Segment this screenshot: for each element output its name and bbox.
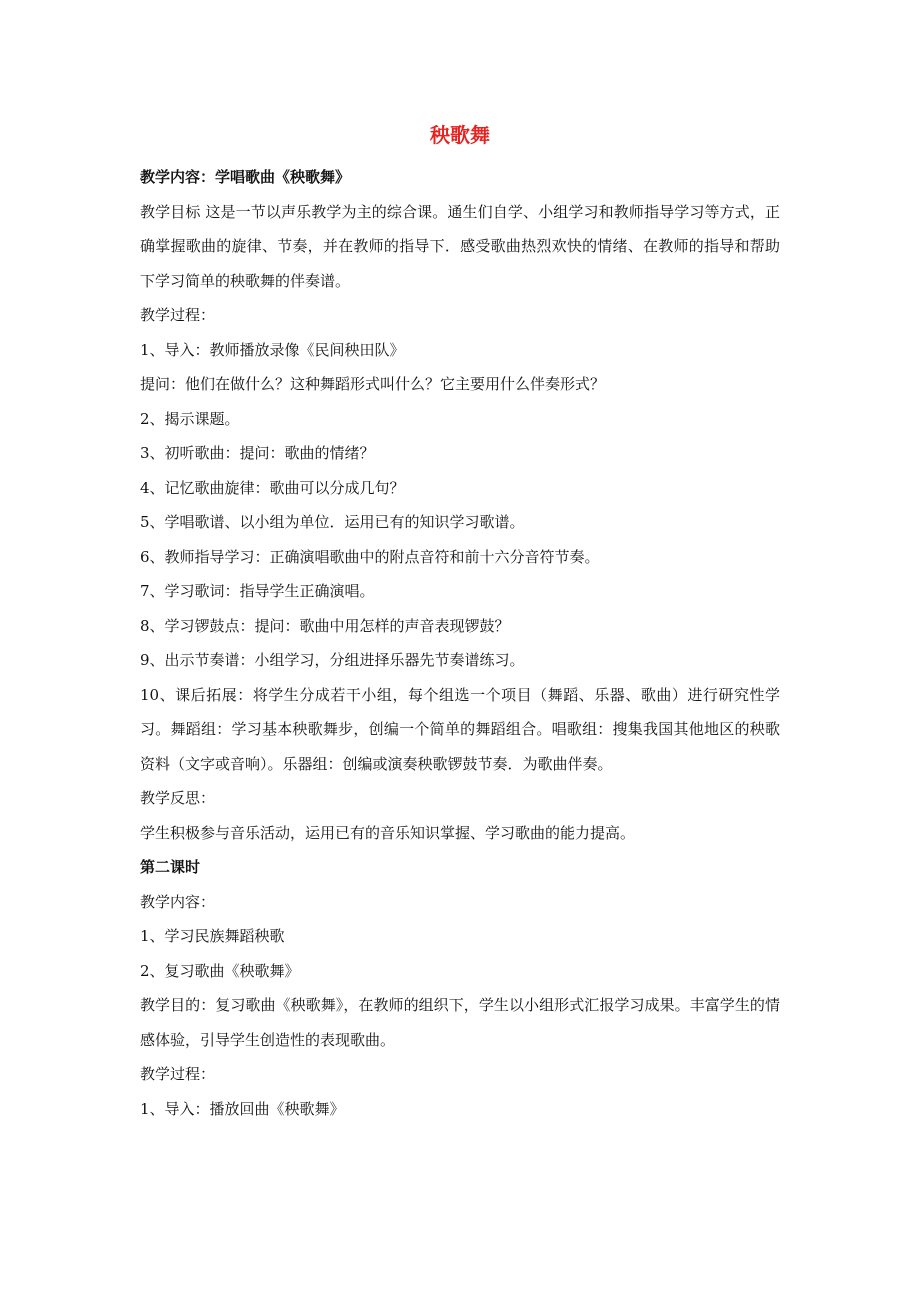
text-line: 3、初听歌曲：提问：歌曲的情绪？: [140, 444, 375, 462]
document-page: [140, 120, 780, 1126]
text-line: 6、教师指导学习：正确演唱歌曲中的附点音符和前十六分音符节奏。: [140, 547, 600, 566]
text-line: 学生积极参与音乐活动，运用已有的音乐知识掌握、学习歌曲的能力提高。: [140, 823, 636, 842]
section-heading: 教学内容：学唱歌曲《秧歌舞》: [140, 168, 351, 186]
document-title: 秧歌舞: [430, 123, 490, 147]
text-line: 4、记忆歌曲旋律：歌曲可以分成几句？: [140, 478, 405, 497]
text-line: 教学过程：: [140, 1065, 216, 1083]
section-heading: 第二课时: [140, 858, 201, 876]
text-line: 1、导入：播放回曲《秧歌舞》: [140, 1099, 345, 1118]
text-line: 5、学唱歌谱、以小组为单位．运用已有的知识学习歌谱。: [140, 513, 525, 531]
text-line: 7、学习歌词：指导学生正确演唱。: [140, 582, 375, 600]
paragraph: 10、课后拓展：将学生分成若干小组，每个组选一个项目（舞蹈、乐器、歌曲）进行研究性学习。舞蹈组：学习基本秧歌舞步，创编一个简单的舞蹈组合。唱歌组：搜集我国其他地区的秧歌资料（文字或音响）。乐器组：创编或演奏秧歌锣鼓节奏．为歌曲伴奏。: [140, 685, 780, 773]
text-line: 2、复习歌曲《秧歌舞》: [140, 961, 300, 980]
text-line: 1、学习民族舞蹈秧歌: [140, 927, 285, 945]
text-line: 9、出示节奏谱：小组学习，分组进择乐器先节奏谱练习。: [140, 651, 525, 669]
text-line: 1、导入：教师播放录像《民间秧田队》: [140, 340, 405, 359]
text-line: 教学内容：: [140, 892, 216, 911]
text-line: 教学反思：: [140, 789, 216, 807]
text-line: 8、学习锣鼓点：提问：歌曲中用怎样的声音表现锣鼓？: [140, 616, 510, 635]
text-line: 教学过程：: [140, 306, 216, 324]
paragraph: 教学目的：复习歌曲《秧歌舞》，在教师的组织下，学生以小组形式汇报学习成果。丰富学生的情感体验，引导学生创造性的表现歌曲。: [140, 996, 780, 1049]
text-line: 2、揭示课题。: [140, 409, 240, 428]
paragraph: 教学目标 这是一节以声乐教学为主的综合课。通生们自学、小组学习和教师指导学习等方式，正确掌握歌曲的旋律、节奏，并在教师的指导下．感受歌曲热烈欢快的情绪、在教师的指导和帮助下学习简单的秧歌舞的伴奏谱。: [140, 202, 780, 290]
text-line: 提问：他们在做什么？这种舞蹈形式叫什么？它主要用什么伴奏形式？: [140, 375, 606, 393]
